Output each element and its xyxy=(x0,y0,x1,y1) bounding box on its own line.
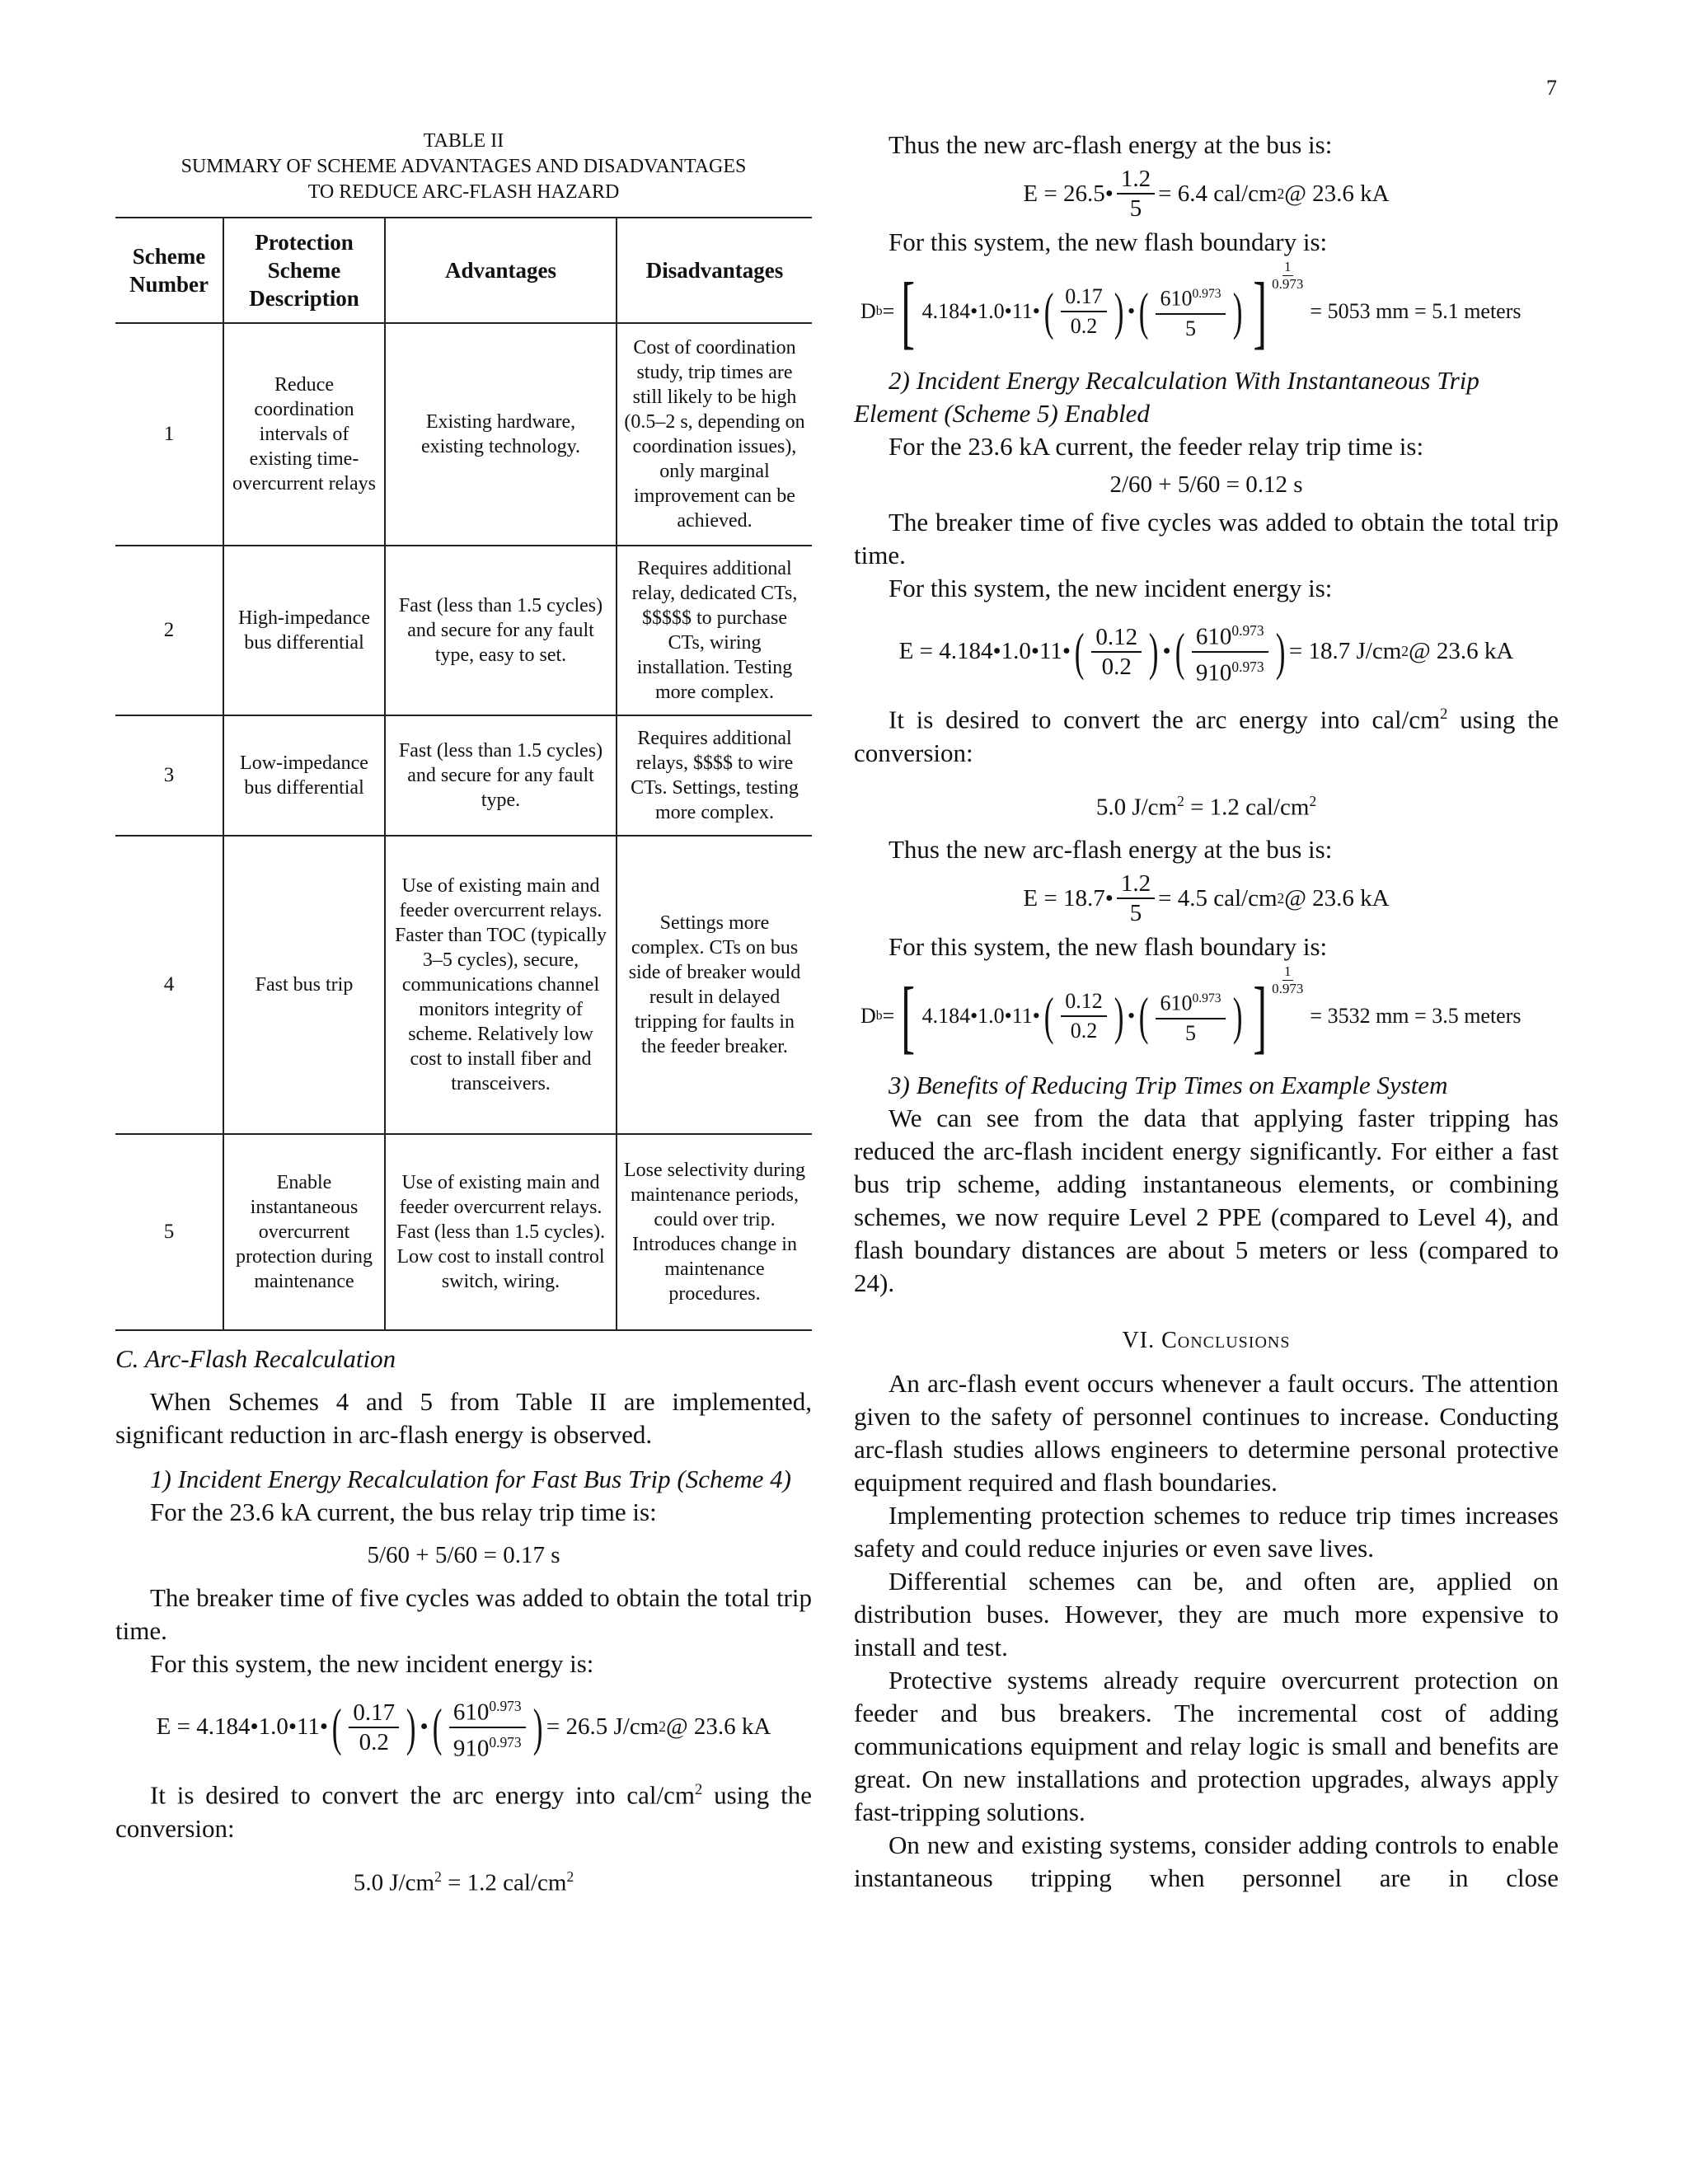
paragraph: For this system, the new incident energy is: xyxy=(150,1649,594,1678)
cell-description: Fast bus trip xyxy=(223,836,385,1134)
cell-disadvantages: Lose selectivity during maintenance periods, could over trip. Introduces change in maintenance procedures. xyxy=(617,1134,812,1330)
paragraph: For the 23.6 kA current, the feeder relay trip time is: xyxy=(889,432,1424,461)
table-title-line2: TO REDUCE ARC-FLASH HAZARD xyxy=(307,181,620,203)
paragraph: It is desired to convert the arc energy into cal/$cm^2$ using the conversion: xyxy=(115,1780,812,1843)
paragraph: Differential schemes can be, and often are, applied on distribution buses. However, they are much more expensive to install and test. xyxy=(854,1567,1559,1662)
cell-number: 1 xyxy=(115,323,223,546)
cell-advantages: Use of existing main and feeder overcurrent relays. Fast (less than 1.5 cycles). Low cost to install control switch, wiring. xyxy=(385,1134,617,1330)
section-heading-conclusions: VI. Conclusions xyxy=(1122,1328,1291,1354)
table-row xyxy=(115,715,812,836)
cell-number: 4 xyxy=(115,836,223,1134)
table-label: TABLE II xyxy=(423,130,504,152)
cell-disadvantages: Cost of coordination study, trip times are still likely to be high (0.5–2 s, depending on coordination issues), only marginal improvement can be achieved. xyxy=(617,323,812,546)
section-heading-c: C. Arc-Flash Recalculation xyxy=(115,1344,396,1373)
equation-conversion-2: 5.0 $J/cm^2 = 1.2$ cal/$cm^2$ xyxy=(1095,792,1317,821)
paragraph: Thus the new arc-flash energy at the bus is: xyxy=(889,835,1333,865)
table-title-line1: SUMMARY OF SCHEME ADVANTAGES AND DISADVANTAGES xyxy=(181,156,747,177)
paragraph: The breaker time of five cycles was added to obtain the total trip time. xyxy=(115,1583,812,1645)
header-advantages: Advantages xyxy=(385,218,617,323)
cell-description: High-impedance bus differential xyxy=(223,546,385,715)
equation-arc-flash-energy-2: E = 18.7• $\frac{1.2}{5}$ = 4.5 cal/cm 2 @ 23.6 kA xyxy=(1023,870,1390,927)
table-row xyxy=(115,1134,812,1330)
cell-number: 2 xyxy=(115,546,223,715)
subsection-heading-2: 2) Incident Energy Recalculation With Instantaneous Trip Element (Scheme 5) Enabled xyxy=(854,366,1479,428)
header-disadvantages: Disadvantages xyxy=(617,218,812,323)
left-column xyxy=(115,129,812,1909)
cell-advantages: Fast (less than 1.5 cycles) and secure for any fault type. xyxy=(385,715,617,836)
paragraph: It is desired to convert the arc energy into cal/$cm^2$ using the conversion: xyxy=(854,705,1559,767)
subsection-heading-3: 3) Benefits of Reducing Trip Times on Example System xyxy=(889,1071,1448,1100)
paragraph: An arc-flash event occurs whenever a fault occurs. The attention given to the safety of personnel continues to increase. Conducting arc-flash studies allows engineers to determine personal protective equipment required and flash boundaries. xyxy=(854,1369,1559,1497)
cell-number: 3 xyxy=(115,715,223,836)
paragraph: Thus the new arc-flash energy at the bus is: xyxy=(889,130,1333,159)
paragraph: For this system, the new flash boundary is: xyxy=(889,227,1328,256)
table-row xyxy=(115,546,812,715)
equation-trip-time-2: 2/60 + 5/60 = 0.12 s xyxy=(1109,471,1303,498)
cell-disadvantages: Settings more complex. CTs on bus side of breaker would result in delayed tripping for faults in the feeder breaker. xyxy=(617,836,812,1134)
cell-disadvantages: Requires additional relays, $$$$ to wire CTs. Settings, testing more complex. xyxy=(617,715,812,836)
cell-disadvantages: Requires additional relay, dedicated CTs, $$$$$ to purchase CTs, wiring installation. Testing more complex. xyxy=(617,546,812,715)
table-caption xyxy=(115,129,812,205)
equation-arc-flash-energy-1: E = 26.5• $\frac{1.2}{5}$ = 6.4 cal/cm 2 @ 23.6 kA xyxy=(1023,166,1390,222)
paragraph: Protective systems already require overcurrent protection on feeder and bus breakers. The incremental cost of adding communications equipment and relay logic is small and benefits are great. On new installations and protection upgrades, always apply fast-tripping solutions. xyxy=(854,1666,1559,1827)
equation-incident-energy-2: E = 4.184•1.0•11• ( $\frac{0.12}{0.2}$ ) • ( $\frac{610^{0.973}}{910^{0.973}}$ ) = 18.7 J/cm 2 @ 23.6 kA xyxy=(854,616,1559,687)
page-number: 7 xyxy=(1546,76,1557,100)
scheme-summary-table xyxy=(115,217,812,1331)
equation-flash-boundary-2: D b = [ 4.184•1.0•11• ( $\frac{0.12}{0.2}$ ) • ( $\frac{610^{0.973}}{5}$ ) ] $\frac{1}{0.973}$ = 3532 mm = 3.5 meters xyxy=(860,963,1522,1062)
paragraph: On new and existing systems, consider adding controls to enable instantaneous tripping when personnel are in close xyxy=(854,1830,1559,1893)
paragraph: Implementing protection schemes to reduce trip times increases safety and could reduce injuries or even save lives. xyxy=(854,1501,1559,1563)
cell-advantages: Use of existing main and feeder overcurrent relays. Faster than TOC (typically 3–5 cycles), secure, communications channel monitors integrity of scheme. Relatively low cost to install fiber and transceivers. xyxy=(385,836,617,1134)
cell-description: Reduce coordination intervals of existing time-overcurrent relays xyxy=(223,323,385,546)
paragraph: When Schemes 4 and 5 from Table II are implemented, significant reduction in arc-flash energy is observed. xyxy=(115,1387,812,1449)
cell-number: 5 xyxy=(115,1134,223,1330)
header-scheme-number: Scheme Number xyxy=(115,218,223,323)
equation-flash-boundary-1: D b = [ 4.184•1.0•11• ( $\frac{0.17}{0.2}$ ) • ( $\frac{610^{0.973}}{5}$ ) ] $\frac{1}{0.973}$ = 5053 mm = 5.1 meters xyxy=(860,258,1522,357)
subsection-heading-1: 1) Incident Energy Recalculation for Fast Bus Trip (Scheme 4) xyxy=(150,1465,791,1493)
header-description: Protection Scheme Description xyxy=(223,218,385,323)
equation-trip-time: 5/60 + 5/60 = 0.17 s xyxy=(367,1542,560,1568)
paragraph: For this system, the new incident energy is: xyxy=(889,574,1333,602)
cell-advantages: Fast (less than 1.5 cycles) and secure for any fault type, easy to set. xyxy=(385,546,617,715)
paragraph: The breaker time of five cycles was added to obtain the total trip time. xyxy=(854,508,1559,569)
right-column xyxy=(854,129,1559,1895)
paragraph: For the 23.6 kA current, the bus relay trip time is: xyxy=(150,1497,657,1526)
table-header-row xyxy=(115,218,812,323)
table-row xyxy=(115,323,812,546)
cell-advantages: Existing hardware, existing technology. xyxy=(385,323,617,546)
paragraph: For this system, the new flash boundary is: xyxy=(889,932,1328,962)
table-row xyxy=(115,836,812,1134)
cell-description: Enable instantaneous overcurrent protection during maintenance xyxy=(223,1134,385,1330)
equation-incident-energy: E = 4.184•1.0•11• ( $\frac{0.17}{0.2}$ ) • ( $\frac{610^{0.973}}{910^{0.973}}$ ) = 26.5 J/cm 2 @ 23.6 kA xyxy=(115,1692,812,1762)
cell-description: Low-impedance bus differential xyxy=(223,715,385,836)
paragraph: We can see from the data that applying faster tripping has reduced the arc-flash incident energy significantly. For either a fast bus trip scheme, adding instantaneous elements, or combining schemes, we now require Level 2 PPE (compared to Level 4), and flash boundary distances are about 5 meters or less (compared to 24). xyxy=(854,1104,1559,1298)
equation-conversion: 5.0 $J/cm^2 = 1.2$ cal/$cm^2$ xyxy=(353,1868,574,1896)
